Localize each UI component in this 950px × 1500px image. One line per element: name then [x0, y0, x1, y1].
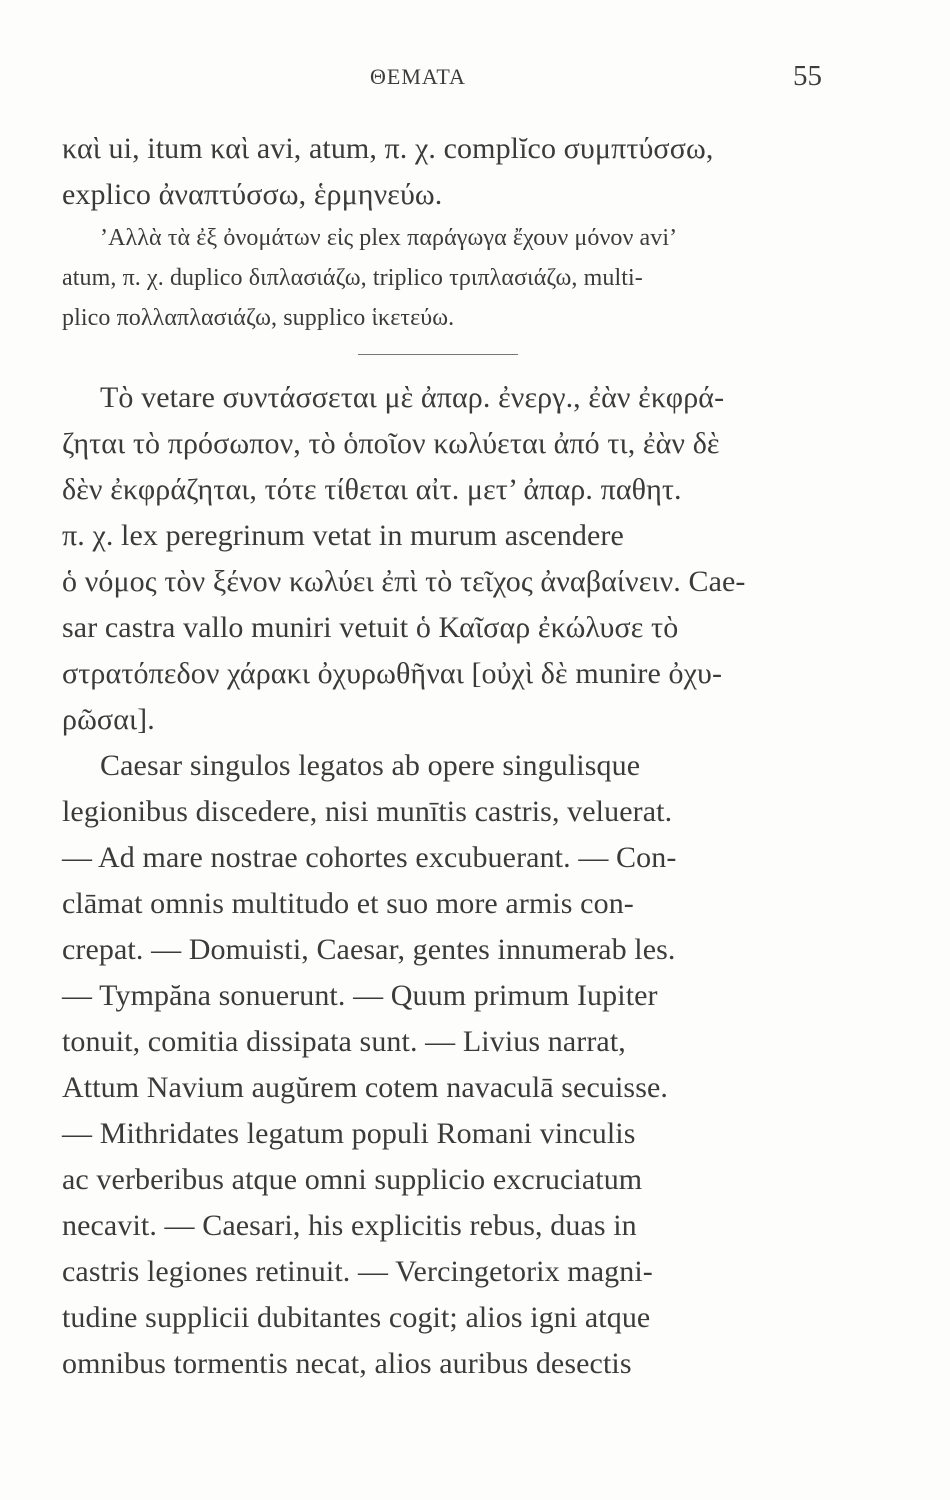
text-line: plico πολλαπλασιάζω, supplico ἱκετεύω. [62, 305, 455, 331]
section-divider [358, 354, 518, 355]
page-header [60, 60, 840, 104]
text-line: crepat. — Domuisti, Caesar, gentes innumerab les. [62, 933, 676, 966]
text-line: — Ad mare nostrae cohortes excubuerant. — Con- [62, 841, 677, 874]
text-line: legionibus discedere, nisi munītis castris, veluerat. [62, 795, 673, 828]
text-line: atum, π. χ. duplico διπλασιάζω, triplico τριπλασιάζω, multi- [62, 265, 643, 291]
text-line: — Tympăna sonuerunt. — Quum primum Iupiter [62, 979, 658, 1012]
text-line: tonuit, comitia dissipata sunt. — Livius narrat, [62, 1025, 626, 1058]
text-line: ac verberibus atque omni supplicio excruciatum [62, 1163, 643, 1196]
text-line: sar castra vallo muniri vetuit ὁ Καῖσαρ ἐκώλυσε τὸ [62, 611, 679, 644]
text-line: π. χ. lex peregrinum vetat in murum ascendere [62, 519, 624, 552]
text-line: ὁ νόμος τὸν ξένον κωλύει ἐπὶ τὸ τεῖχος ἀναβαίνειν. Cae- [62, 565, 746, 598]
text-line: Caesar singulos legatos ab opere singulisque [100, 749, 641, 782]
text-line: tudine supplicii dubitantes cogit; alios igni atque [62, 1301, 651, 1334]
text-line: explico ἀναπτύσσω, ἑρμηνεύω. [62, 178, 443, 211]
body-text [62, 126, 832, 1387]
text-line: clāmat omnis multitudo et suo more armis con- [62, 887, 634, 920]
text-line: καὶ ui, itum καὶ avi, atum, π. χ. complĭco συμπτύσσω, [62, 132, 714, 165]
text-line: δὲν ἐκφράζηται, τότε τίθεται αἰτ. μετ’ ἀπαρ. παθητ. [62, 473, 682, 506]
text-line: Τὸ vetare συντάσσεται μὲ ἀπαρ. ἐνεργ., ἐὰν ἐκφρά- [100, 381, 725, 414]
text-line: — Mithridates legatum populi Romani vinculis [62, 1117, 636, 1150]
text-line: στρατόπεδον χάρακι ὀχυρωθῆναι [οὐχὶ δὲ munire ὀχυ- [62, 657, 723, 690]
text-line: ρῶσαι]. [62, 703, 155, 736]
text-line: castris legiones retinuit. — Vercingetorix magni- [62, 1255, 653, 1288]
text-line: omnibus tormentis necat, alios auribus desectis [62, 1347, 632, 1380]
page-number: 55 [793, 60, 822, 92]
text-line: ζηται τὸ πρόσωπον, τὸ ὁποῖον κωλύεται ἀπό τι, ἐὰν δὲ [62, 427, 720, 460]
running-title: ΘΕΜΑΤΑ [370, 64, 466, 89]
text-line: necavit. — Caesari, his explicitis rebus, duas in [62, 1209, 637, 1242]
text-line: ’Αλλὰ τὰ ἐξ ὀνομάτων εἰς plex παράγωγα ἔχουν μόνον avi’ [100, 225, 678, 251]
text-line: Attum Navium augŭrem cotem navaculā secuisse. [62, 1071, 668, 1104]
